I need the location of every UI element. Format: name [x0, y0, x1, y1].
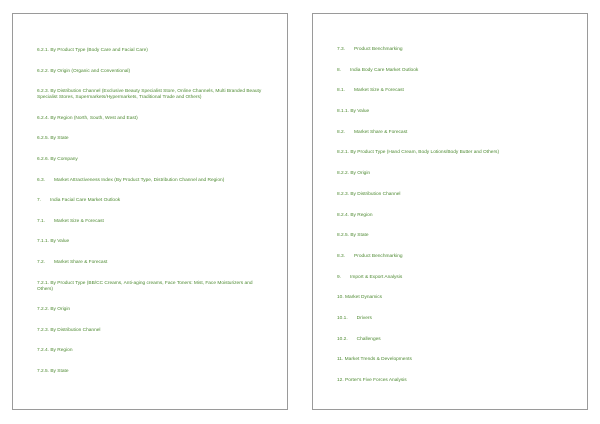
toc-entry-number: 7.2.2.: [37, 307, 50, 313]
toc-entry-number: 7.2.: [37, 259, 46, 265]
toc-entry-number: 8.2.4.: [337, 212, 350, 218]
toc-entry-number: 11.: [337, 357, 344, 363]
toc-entry: [37, 328, 267, 334]
toc-entry-title: By State: [50, 368, 69, 374]
toc-entry: [337, 213, 567, 219]
toc-entry-number: 12.: [337, 378, 344, 383]
toc-entry-title: India Body Care Market Outlook: [350, 67, 419, 73]
toc-entry: [337, 130, 567, 136]
toc-entry-title: Market Trends & Developments: [344, 357, 412, 363]
toc-entry-title: By Value: [50, 239, 70, 245]
toc-entry-number: 6.3.: [37, 177, 46, 183]
toc-entry-title: Market Share & Forecast: [354, 129, 408, 135]
toc-entry-number: 8.2.5.: [337, 233, 350, 239]
toc-entry-title: Import & Export Analysis: [350, 274, 403, 280]
toc-entry: [37, 219, 267, 225]
toc-entry-number: 7.3.: [337, 47, 346, 52]
toc-entry: [337, 254, 567, 260]
toc-entry-title: Challenges: [356, 336, 381, 342]
toc-entry-number: 8.2.2.: [337, 171, 350, 177]
toc-entry: [37, 348, 267, 354]
toc-entry-number: 8.3.: [337, 253, 346, 259]
toc-entry-title: By Distribution Channel (Exclusive Beauty Specialist Store, Online Channels, Multi Branded Beauty Specialist Stores, Supermarkets/Hypermarkets, Traditional Trade and Others): [37, 89, 262, 101]
toc-entry-title: Market Size & Forecast: [54, 218, 104, 224]
toc-list: [337, 47, 567, 399]
toc-entry: [37, 136, 267, 142]
toc-entry-number: 7.1.: [37, 218, 46, 224]
toc-entry-title: By Distribution Channel: [350, 191, 401, 197]
toc-entry-title: By Region: [50, 348, 73, 354]
toc-entry-title: By Company: [50, 156, 78, 162]
toc-entry-number: 8.2.3.: [337, 191, 350, 197]
toc-entry: [37, 89, 267, 101]
toc-entry-number: 7.2.1.: [37, 280, 50, 286]
toc-entry: [37, 307, 267, 313]
toc-entry: [337, 337, 567, 343]
toc-entry: [337, 357, 567, 363]
toc-entry-number: 8.1.1.: [337, 109, 350, 115]
toc-entry: [337, 47, 567, 53]
toc-entry: [37, 116, 267, 122]
toc-entry: [337, 109, 567, 115]
toc-entry: [37, 69, 267, 75]
document-page-left: [12, 13, 288, 410]
toc-entry-title: Market Share & Forecast: [54, 259, 108, 265]
toc-entry-title: By Product Type (Body Care and Facial Care): [50, 48, 148, 53]
toc-entry-title: By Origin (Organic and Conventional): [50, 68, 131, 74]
toc-entry-title: India Facial Care Market Outlook: [50, 198, 121, 204]
toc-entry: [337, 88, 567, 94]
toc-entry-title: Product Benchmarking: [354, 47, 403, 52]
toc-entry: [37, 178, 267, 184]
toc-entry-number: 8.2.1.: [337, 150, 350, 156]
toc-entry: [37, 157, 267, 163]
toc-entry-number: 7.: [37, 198, 42, 204]
toc-entry-title: By State: [50, 136, 69, 142]
toc-entry: [337, 295, 567, 301]
toc-entry-title: By Origin: [50, 307, 71, 313]
toc-entry-title: By Origin: [350, 171, 371, 177]
toc-entry: [337, 378, 567, 384]
toc-entry-title: Porter's Five Forces Analysis: [345, 378, 407, 383]
toc-entry-number: 7.2.3.: [37, 327, 50, 333]
toc-entry-number: 7.2.4.: [37, 348, 50, 354]
toc-entry-title: By Value: [350, 109, 370, 115]
toc-entry-number: 10.2.: [337, 336, 348, 342]
toc-entry-number: 7.2.5.: [37, 368, 50, 374]
toc-entry-number: 6.2.6.: [37, 156, 50, 162]
toc-entry-number: 6.2.3.: [37, 89, 50, 95]
toc-entry-number: 6.2.1.: [37, 48, 50, 53]
toc-entry-number: 8.1.: [337, 88, 346, 94]
toc-entry-title: By Region (North, South, West and East): [50, 115, 138, 121]
toc-entry-title: Product Benchmarking: [354, 253, 403, 259]
toc-entry-title: By State: [350, 233, 369, 239]
toc-entry-number: 8.2.: [337, 129, 346, 135]
toc-entry-number: 7.1.1.: [37, 239, 50, 245]
toc-entry-title: Market Attractiveness Index (By Product Type, Distribution Channel and Region): [54, 177, 225, 183]
document-page-right: [312, 13, 588, 410]
toc-entry-number: 10.: [337, 295, 344, 301]
toc-entry-title: By Product Type (BB/CC Creams, Anti-aging creams, Face Toners: Mist, Face Moisturizers and Others): [37, 280, 253, 292]
toc-entry-number: 10.1.: [337, 315, 348, 321]
toc-entry: [37, 281, 267, 293]
toc-entry: [337, 68, 567, 74]
toc-entry: [37, 260, 267, 266]
toc-entry-title: By Product Type (Hand Cream, Body Lotions/Body Butter and Others): [350, 150, 500, 156]
toc-entry-title: Drivers: [356, 315, 372, 321]
toc-entry: [337, 233, 567, 239]
toc-entry: [37, 198, 267, 204]
toc-entry-title: By Region: [350, 212, 373, 218]
toc-entry-number: 9.: [337, 274, 342, 280]
toc-entry-number: 6.2.5.: [37, 136, 50, 142]
toc-entry: [337, 150, 567, 156]
toc-entry: [37, 369, 267, 375]
toc-entry: [37, 239, 267, 245]
toc-entry-title: Market Size & Forecast: [354, 88, 404, 94]
toc-entry-number: 6.2.4.: [37, 115, 50, 121]
toc-entry-number: 8.: [337, 67, 342, 73]
toc-entry: [337, 275, 567, 281]
toc-list: [37, 48, 267, 390]
toc-entry-title: Market Dynamics: [345, 295, 383, 301]
toc-entry: [37, 48, 267, 54]
toc-entry: [337, 192, 567, 198]
toc-entry: [337, 316, 567, 322]
toc-entry: [337, 171, 567, 177]
toc-entry-number: 6.2.2.: [37, 68, 50, 74]
toc-entry-title: By Distribution Channel: [50, 327, 101, 333]
